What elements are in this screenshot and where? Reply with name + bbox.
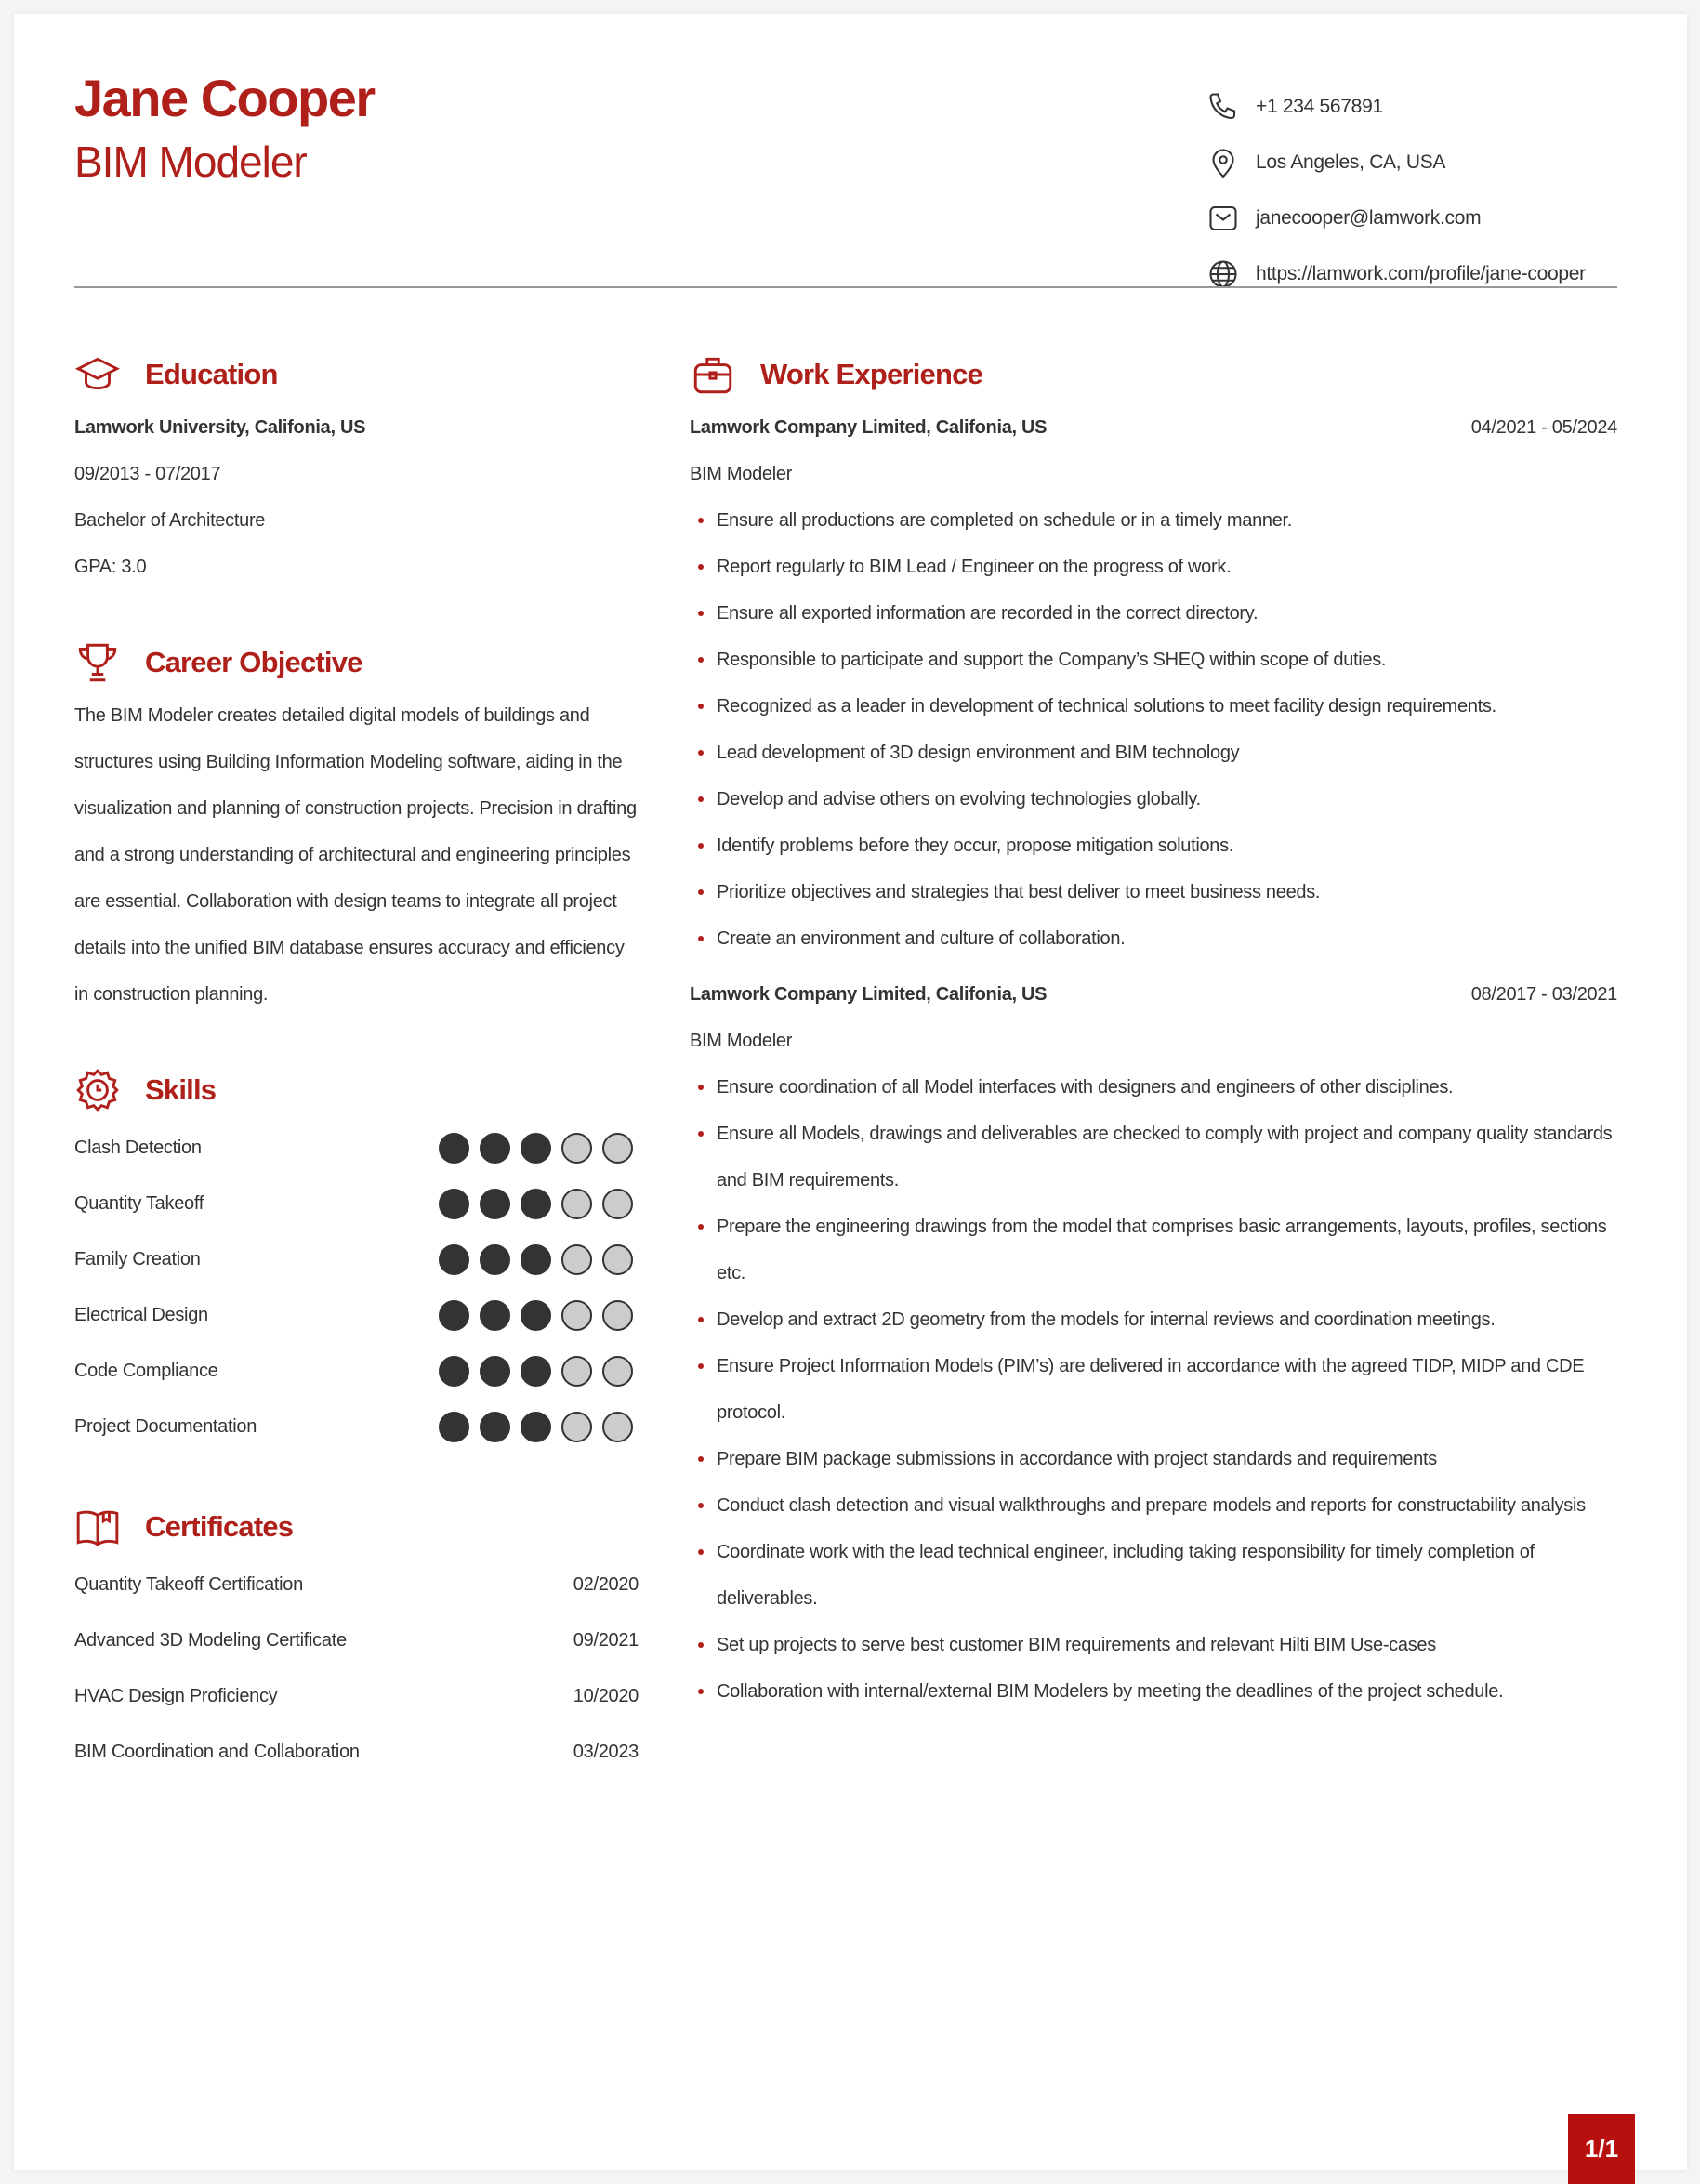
certificates-list <box>74 1557 639 1780</box>
job-entry <box>690 971 1617 1715</box>
location-pin-icon <box>1206 146 1240 179</box>
job-bullet: Report regularly to BIM Lead / Engineer on the progress of work. <box>690 544 1617 590</box>
skill-rating <box>439 1412 633 1442</box>
skill-rating <box>439 1356 633 1387</box>
rating-dot-filled <box>439 1412 469 1442</box>
certificate-name: Quantity Takeoff Certification <box>74 1573 303 1595</box>
degree: Bachelor of Architecture <box>74 510 266 531</box>
header-divider <box>74 286 1617 288</box>
contact-website[interactable]: https://lamwork.com/profile/jane-cooper <box>1206 246 1586 302</box>
job-bullet: Prepare the engineering drawings from the model that comprises basic arrangements, layouts, profiles, sections etc. <box>690 1204 1617 1296</box>
career-objective-section <box>74 637 639 1018</box>
job-bullet: Ensure all exported information are recorded in the correct directory. <box>690 590 1617 637</box>
job-bullet: Ensure Project Information Models (PIM’s) are delivered in accordance with the agreed TIDP, MIDP and CDE protocol. <box>690 1343 1617 1436</box>
school-name: Lamwork University, Califonia, US <box>74 417 366 438</box>
job-bullet: Ensure all productions are completed on schedule or in a timely manner. <box>690 497 1617 544</box>
rating-dot-filled <box>439 1244 469 1275</box>
company-name: Lamwork Company Limited, Califonia, US <box>690 984 1048 1005</box>
skill-name: Electrical Design <box>74 1304 208 1325</box>
certificate-name: BIM Coordination and Collaboration <box>74 1741 360 1762</box>
education-dates: 09/2013 - 07/2017 <box>74 464 221 484</box>
section-heading: Career Objective <box>145 646 362 678</box>
left-column <box>74 349 639 1826</box>
rating-dot-filled <box>521 1244 551 1275</box>
rating-dot-filled <box>521 1133 551 1164</box>
section-heading: Skills <box>145 1073 217 1106</box>
job-bullet: Ensure coordination of all Model interfaces with designers and engineers of other disciplines. <box>690 1064 1617 1111</box>
gpa: GPA: 3.0 <box>74 557 147 577</box>
rating-dot-empty <box>561 1412 592 1442</box>
rating-dot-filled <box>480 1244 510 1275</box>
rating-dot-filled <box>439 1133 469 1164</box>
skills-section <box>74 1064 639 1454</box>
rating-dot-empty <box>602 1244 633 1275</box>
skill-rating <box>439 1244 633 1275</box>
rating-dot-filled <box>480 1133 510 1164</box>
rating-dot-filled <box>439 1300 469 1331</box>
skill-name: Code Compliance <box>74 1360 218 1381</box>
skill-row <box>74 1343 639 1399</box>
contact-location: Los Angeles, CA, USA <box>1206 135 1586 191</box>
certificates-section <box>74 1501 639 1780</box>
section-heading: Work Experience <box>760 358 982 390</box>
trophy-icon <box>74 639 121 686</box>
rating-dot-filled <box>521 1412 551 1442</box>
rating-dot-empty <box>561 1300 592 1331</box>
job-bullet: Set up projects to serve best customer BIM requirements and relevant Hilti BIM Use-cases <box>690 1622 1617 1668</box>
job-bullet: Prioritize objectives and strategies that best deliver to meet business needs. <box>690 869 1617 915</box>
phone-icon <box>1206 90 1240 124</box>
rating-dot-filled <box>480 1300 510 1331</box>
contact-list <box>1206 79 1586 302</box>
skill-rating <box>439 1300 633 1331</box>
job-bullet: Identify problems before they occur, propose mitigation solutions. <box>690 822 1617 869</box>
job-bullet: Conduct clash detection and visual walkthroughs and prepare models and reports for constructability analysis <box>690 1482 1617 1529</box>
skill-name: Project Documentation <box>74 1415 257 1437</box>
skill-rating <box>439 1189 633 1219</box>
certificate-row <box>74 1557 639 1612</box>
contact-email[interactable]: janecooper@lamwork.com <box>1206 191 1586 246</box>
gear-clock-icon <box>74 1067 121 1113</box>
job-bullets <box>690 1064 1617 1715</box>
job-bullet: Coordinate work with the lead technical engineer, including taking responsibility for timely completion of deliverables. <box>690 1529 1617 1622</box>
job-bullet: Prepare BIM package submissions in accordance with project standards and requirements <box>690 1436 1617 1482</box>
contact-phone: +1 234 567891 <box>1206 79 1586 135</box>
skill-row <box>74 1120 639 1176</box>
job-bullet: Develop and advise others on evolving technologies globally. <box>690 776 1617 822</box>
rating-dot-empty <box>602 1189 633 1219</box>
candidate-name: Jane Cooper <box>74 69 375 127</box>
resume-page <box>14 14 1687 2170</box>
job-bullet: Ensure all Models, drawings and deliverables are checked to comply with project and company quality standards and BIM requirements. <box>690 1111 1617 1204</box>
job-bullet: Develop and extract 2D geometry from the models for internal reviews and coordination meetings. <box>690 1296 1617 1343</box>
skill-rating <box>439 1133 633 1164</box>
certificate-date: 10/2020 <box>573 1685 639 1706</box>
job-bullets <box>690 497 1617 962</box>
company-name: Lamwork Company Limited, Califonia, US <box>690 417 1048 438</box>
job-role: BIM Modeler <box>690 1031 793 1051</box>
certificate-row <box>74 1668 639 1724</box>
section-heading: Certificates <box>145 1510 294 1543</box>
objective-text: The BIM Modeler creates detailed digital models of buildings and structures using Building Information Modeling software, aiding in the visualization and planning of construction projects. Precision in drafting and a strong understanding of architectural and engineering principles are essential. Collaboration with design teams to integrate all project details into the unified BIM database ensures accuracy and efficiency in construction planning. <box>74 705 637 1005</box>
rating-dot-filled <box>439 1189 469 1219</box>
rating-dot-empty <box>602 1300 633 1331</box>
certificate-row <box>74 1724 639 1780</box>
briefcase-icon <box>690 351 736 398</box>
certificate-date: 02/2020 <box>573 1573 639 1595</box>
skill-row <box>74 1176 639 1231</box>
section-heading: Education <box>145 358 278 390</box>
rating-dot-empty <box>602 1412 633 1442</box>
skill-name: Quantity Takeoff <box>74 1192 204 1214</box>
rating-dot-empty <box>561 1244 592 1275</box>
education-section <box>74 349 639 590</box>
rating-dot-filled <box>480 1356 510 1387</box>
job-entry <box>690 404 1617 962</box>
certificate-row <box>74 1612 639 1668</box>
mail-icon <box>1206 202 1240 235</box>
rating-dot-filled <box>521 1356 551 1387</box>
skill-row <box>74 1399 639 1454</box>
certificate-name: HVAC Design Proficiency <box>74 1685 278 1706</box>
job-dates: 08/2017 - 03/2021 <box>1470 984 1617 1005</box>
rating-dot-empty <box>561 1356 592 1387</box>
rating-dot-empty <box>561 1133 592 1164</box>
rating-dot-filled <box>521 1189 551 1219</box>
skill-row <box>74 1231 639 1287</box>
rating-dot-empty <box>561 1189 592 1219</box>
job-title: BIM Modeler <box>74 138 307 186</box>
rating-dot-filled <box>480 1189 510 1219</box>
page-number-badge: 1/1 <box>1568 2114 1635 2184</box>
job-dates: 04/2021 - 05/2024 <box>1470 417 1617 438</box>
skill-row <box>74 1287 639 1343</box>
right-column <box>690 349 1617 1715</box>
certificate-date: 09/2021 <box>573 1629 639 1651</box>
certificate-date: 03/2023 <box>573 1741 639 1762</box>
rating-dot-empty <box>602 1133 633 1164</box>
skill-name: Clash Detection <box>74 1137 202 1158</box>
job-bullet: Recognized as a leader in development of technical solutions to meet facility design requirements. <box>690 683 1617 730</box>
book-icon <box>74 1504 121 1550</box>
rating-dot-filled <box>480 1412 510 1442</box>
jobs-list <box>690 404 1617 1715</box>
job-bullet: Lead development of 3D design environment and BIM technology <box>690 730 1617 776</box>
graduation-cap-icon <box>74 351 121 398</box>
job-bullet: Create an environment and culture of collaboration. <box>690 915 1617 962</box>
certificate-name: Advanced 3D Modeling Certificate <box>74 1629 347 1651</box>
rating-dot-filled <box>439 1356 469 1387</box>
skills-list <box>74 1120 639 1454</box>
job-role: BIM Modeler <box>690 464 793 484</box>
job-bullet: Collaboration with internal/external BIM Modelers by meeting the deadlines of the project schedule. <box>690 1668 1617 1715</box>
rating-dot-empty <box>602 1356 633 1387</box>
skill-name: Family Creation <box>74 1248 201 1270</box>
rating-dot-filled <box>521 1300 551 1331</box>
job-bullet: Responsible to participate and support the Company’s SHEQ within scope of duties. <box>690 637 1617 683</box>
